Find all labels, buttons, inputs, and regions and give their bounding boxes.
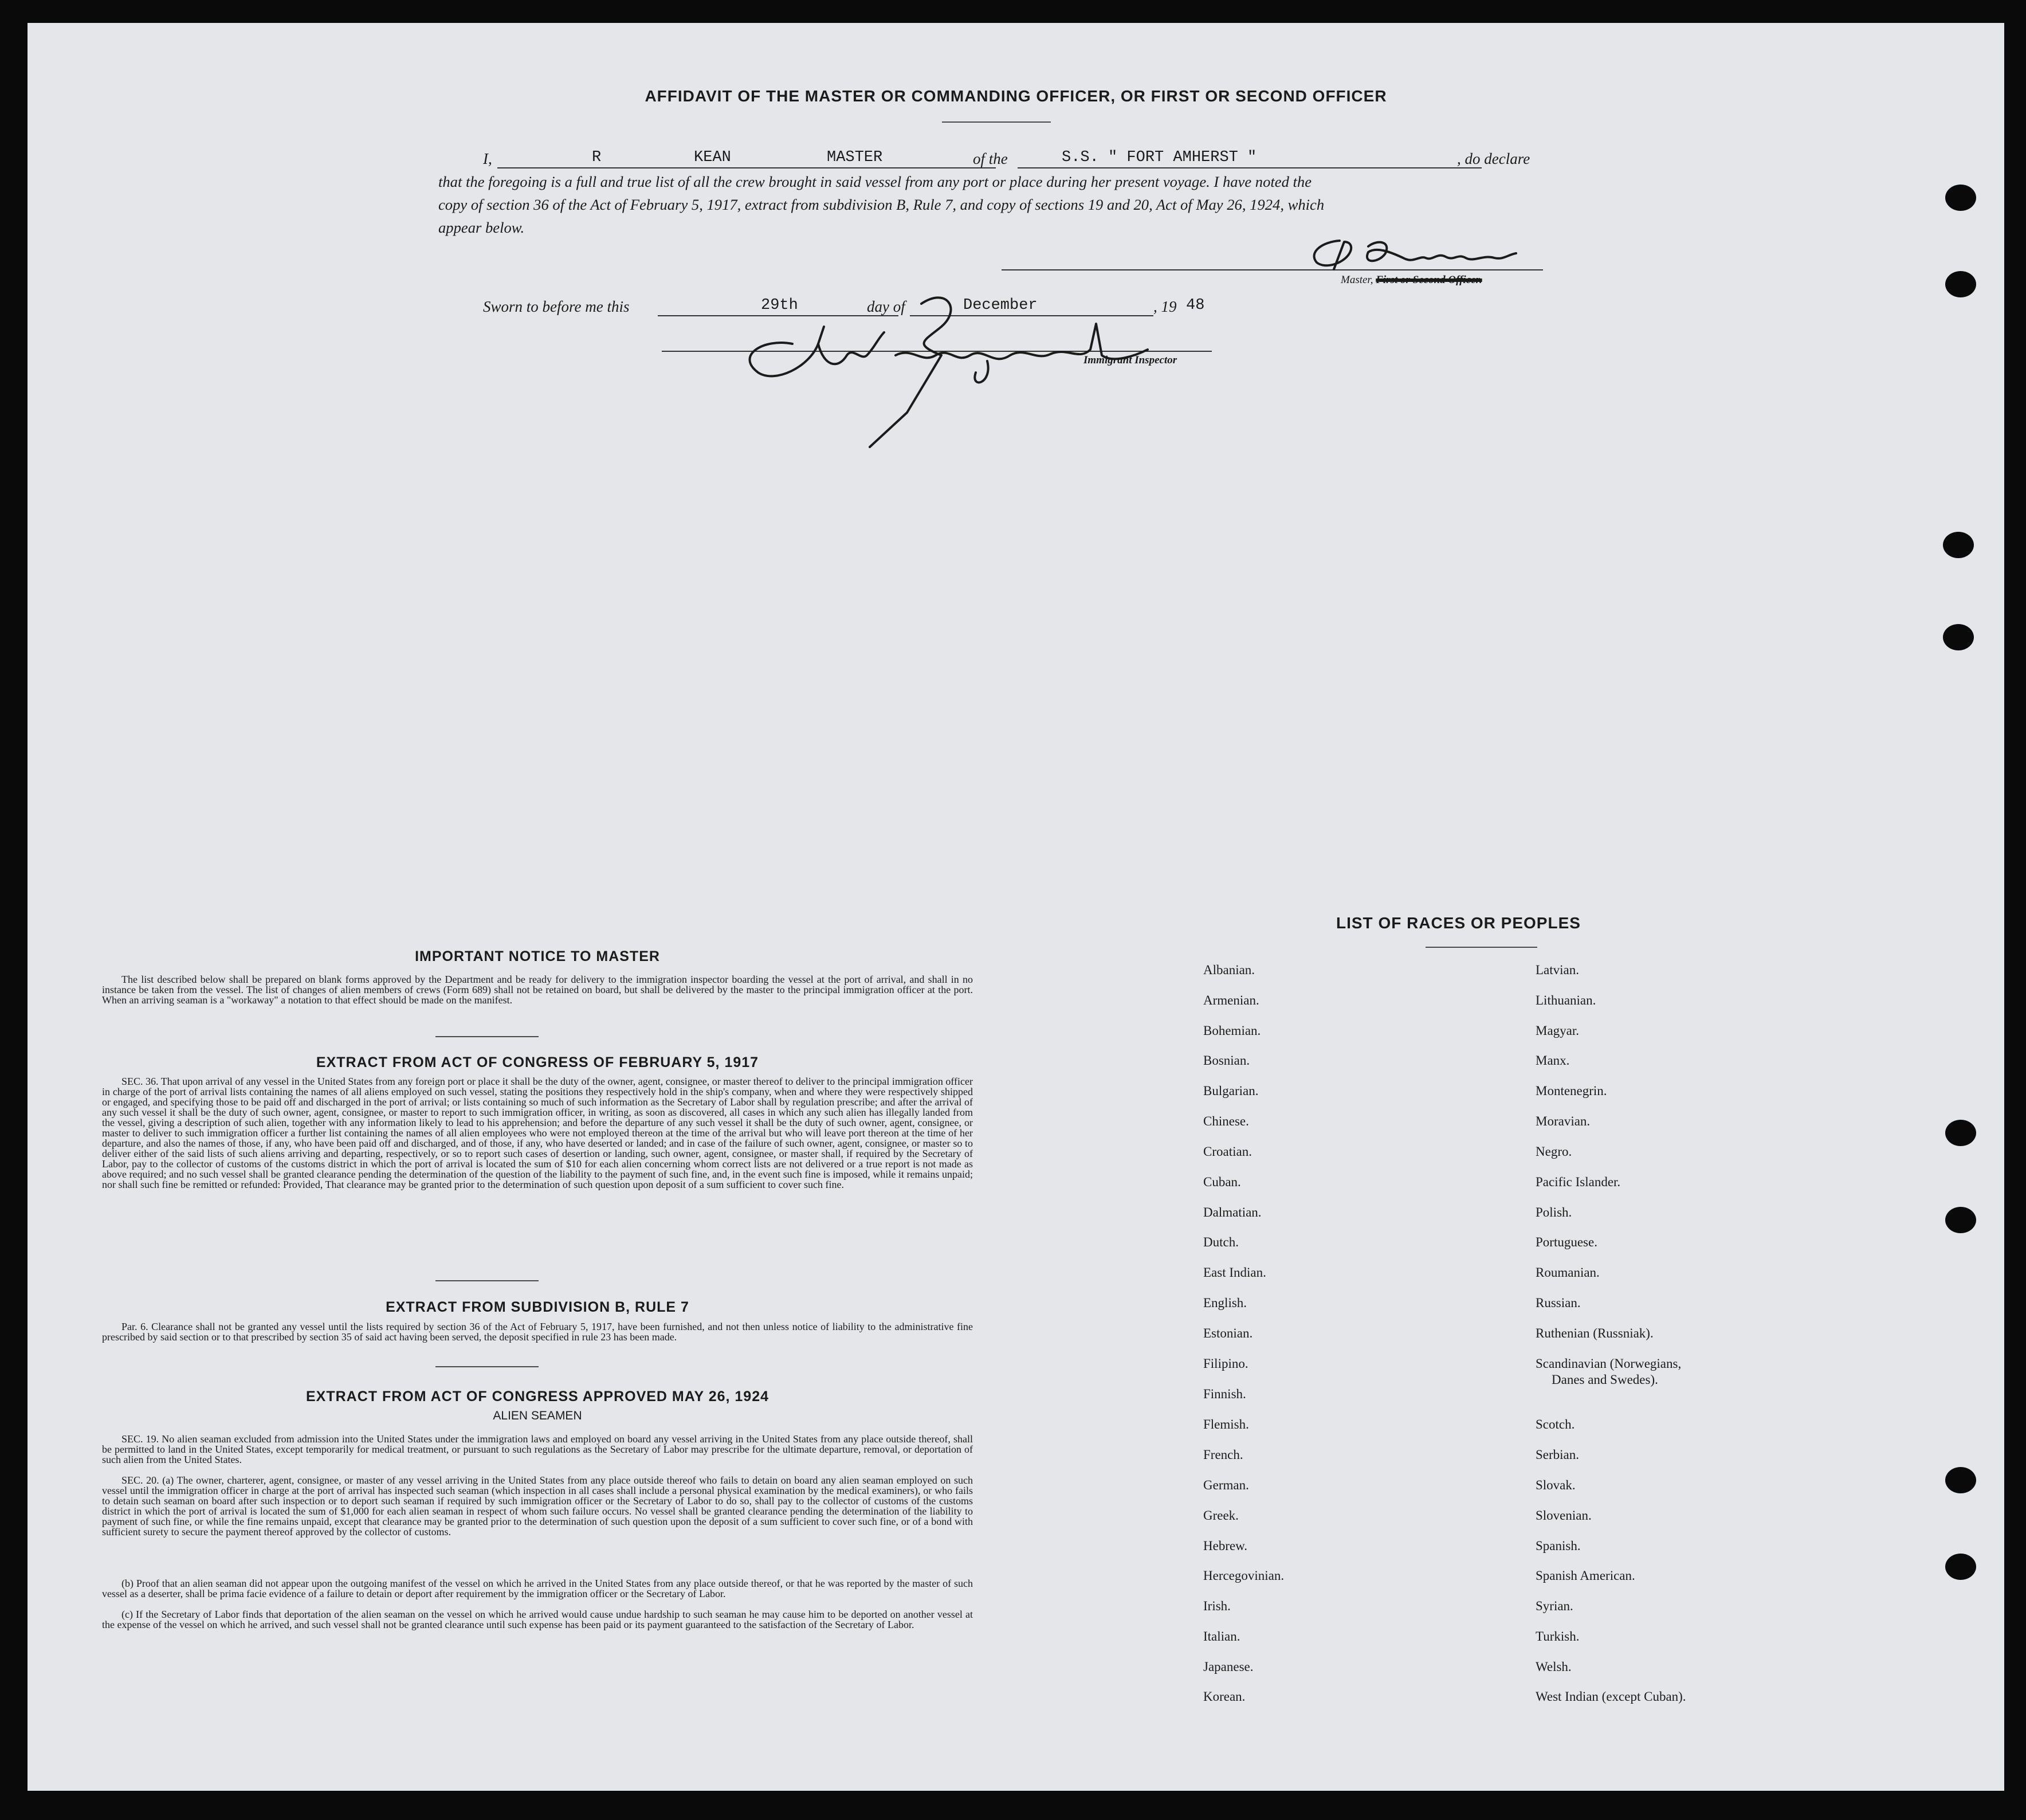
race-item: Greek. [1203, 1508, 1239, 1523]
day-of-label: day of [867, 298, 905, 315]
race-item: Flemish. [1203, 1417, 1249, 1431]
race-item: Dutch. [1203, 1235, 1239, 1249]
vessel-name: S.S. " FORT AMHERST " [1062, 149, 1257, 166]
of-the-label: of the [973, 150, 1008, 167]
extract-1917-title: EXTRACT FROM ACT OF CONGRESS OF FEBRUARY 5, 1917 [316, 1054, 759, 1070]
race-item: Italian. [1203, 1629, 1240, 1644]
race-item: Danes and Swedes). [1552, 1372, 1658, 1387]
race-item: Albanian. [1203, 963, 1255, 977]
extract-1917-body [102, 1076, 973, 1190]
inspector-caption: Immigrant Inspector [1083, 354, 1177, 366]
race-item: Slovak. [1536, 1478, 1576, 1492]
race-item: Finnish. [1203, 1387, 1246, 1401]
race-item: Dalmatian. [1203, 1205, 1262, 1219]
sworn-month: December [963, 297, 1038, 314]
race-item: Welsh. [1536, 1660, 1572, 1674]
sec19-text: SEC. 19. No alien seaman excluded from admission into the United States under the immigration laws and employed on board any vessel arriving in the United States from any place outside thereof, shall be permitted to land in the United States, except temporarily for medical treatment, or pursuant to such regulations as the Secretary of Labor may prescribe for the ultimate departure, removal, or deportation of such alien from the United States. [102, 1433, 973, 1465]
sworn-year-suffix: 48 [1186, 297, 1205, 314]
affidavit-body-line: appear below. [438, 219, 525, 236]
race-item: Ruthenian (Russniak). [1536, 1326, 1654, 1340]
year-prefix: , 19 [1153, 298, 1177, 315]
punch-hole [1945, 1120, 1976, 1146]
punch-hole [1945, 1554, 1976, 1580]
notice-title: IMPORTANT NOTICE TO MASTER [415, 948, 660, 964]
race-item: Syrian. [1536, 1599, 1573, 1613]
race-item: Moravian. [1536, 1114, 1591, 1128]
race-item: Spanish. [1536, 1539, 1581, 1553]
i-label: I, [483, 150, 492, 167]
race-item: Japanese. [1203, 1660, 1254, 1674]
race-item: English. [1203, 1296, 1247, 1310]
race-item: Chinese. [1203, 1114, 1249, 1128]
race-item: West Indian (except Cuban). [1536, 1689, 1686, 1704]
race-item: Pacific Islander. [1536, 1175, 1621, 1189]
race-item: French. [1203, 1448, 1243, 1462]
sec20a-text: SEC. 20. (a) The owner, charterer, agent, consignee, or master of any vessel arriving in the United States from any place outside thereof who fails to detain on board any alien seaman employed on such vessel until the immigration officer in charge at the port of arrival has inspected such seaman (which inspection in all cases shall include a personal physical examination by the medical examiners), or who fails to detain such seaman on board after such inspection or to deport such seaman if required by such immigration officer or the Secretary of Labor to do so, shall pay to the collector of customs of the customs district in which the port of arrival is located the sum of $1,000 for each alien seaman in respect of whom such failure occurs. No vessel shall be granted clearance pending the determination of the liability to payment of such fine, or while the fine remains unpaid, except that clearance may be granted prior to the determination of such question upon the deposit of a sum sufficient to cover such fine, or of a bond with sufficient surety to secure the payment thereof approved by the collector of customs. [102, 1474, 973, 1537]
race-item: Negro. [1536, 1144, 1572, 1159]
sec20c-body [102, 1609, 973, 1630]
extract-1924-subtitle: ALIEN SEAMEN [493, 1409, 582, 1422]
affidavit-title: AFFIDAVIT OF THE MASTER OR COMMANDING OFFICER, OR FIRST OR SECOND OFFICER [645, 87, 1387, 105]
master-initial: R [592, 149, 602, 166]
race-item: Cuban. [1203, 1175, 1241, 1189]
race-item: Bulgarian. [1203, 1084, 1259, 1098]
extract-1924-title: EXTRACT FROM ACT OF CONGRESS APPROVED MAY 26, 1924 [305, 1388, 769, 1405]
sworn-label: Sworn to before me this [483, 298, 630, 315]
race-item: Latvian. [1536, 963, 1579, 977]
race-item: Scandinavian (Norwegians, [1536, 1356, 1682, 1371]
name-line [497, 167, 996, 168]
race-item: Russian. [1536, 1296, 1581, 1310]
race-item: Roumanian. [1536, 1265, 1600, 1280]
race-item: Polish. [1536, 1205, 1572, 1219]
section-divider [435, 1280, 539, 1281]
sec20b-body [102, 1578, 973, 1599]
extract-rule7-body [102, 1321, 973, 1342]
master-caption [1341, 274, 1482, 287]
master-signature [1299, 229, 1517, 275]
race-item: Scotch. [1536, 1417, 1575, 1431]
race-item: German. [1203, 1478, 1249, 1492]
races-title-rule [1426, 947, 1537, 948]
races-title: LIST OF RACES OR PEOPLES [1336, 914, 1581, 932]
master-caption-label: Master, [1341, 274, 1373, 286]
sworn-day: 29th [761, 297, 798, 314]
race-item: Irish. [1203, 1599, 1231, 1613]
affidavit-body-line: that the foregoing is a full and true list of all the crew brought in said vessel from any port or place during her present voyage. I have noted the [438, 173, 1312, 190]
struck-officer-caption: First or Second Officer. [1376, 274, 1482, 286]
extract-rule7-title: EXTRACT FROM SUBDIVISION B, RULE 7 [386, 1299, 689, 1315]
race-item: Spanish American. [1536, 1568, 1635, 1583]
sec20c-text: (c) If the Secretary of Labor finds that deportation of the alien seaman on the vessel on which he arrived would cause undue hardship to such seaman he may cause him to be deported on another vessel at the expense of the vessel on which he arrived, and such vessel shall not be granted clearance until such expense has been paid or its payment guaranteed to the satisfaction of the Secretary of Labor. [102, 1609, 973, 1630]
race-item: Estonian. [1203, 1326, 1253, 1340]
sec20b-text: (b) Proof that an alien seaman did not appear upon the outgoing manifest of the vessel on which he arrived in the United States from any place outside thereof, or that he was reported by the master of such vessel as a deserter, shall be prima facie evidence of a failure to detain or deport after requirement by the immigration officer or the Secretary of Labor. [102, 1578, 973, 1599]
extract-rule7-text: Par. 6. Clearance shall not be granted any vessel until the lists required by section 36 of the Act of February 5, 1917, have been furnished, and not then unless notice of liability to the administrative fine prescribed by said section or to that prescribed by section 35 of said act having been served, the deposit specified in rule 23 has been made. [102, 1321, 973, 1343]
section-divider [435, 1366, 539, 1367]
race-item: Bosnian. [1203, 1053, 1250, 1068]
race-item: Filipino. [1203, 1356, 1248, 1371]
race-item: Slovenian. [1536, 1508, 1592, 1523]
do-declare-label: , do declare [1457, 150, 1530, 167]
punch-hole [1945, 1207, 1976, 1233]
vessel-line [1018, 167, 1482, 168]
notice-text: The list described below shall be prepared on blank forms approved by the Department and be ready for delivery to the immigration inspector boarding the vessel at the port of arrival, and shall in no instance be taken from the vessel. The list of changes of alien members of crews (Form 689) shall not be retained on board, but shall be delivered by the master to the principal immigration officer at the port. When an arriving seaman is a "workaway" a notation to that effect should be made on the manifest. [102, 974, 973, 1006]
race-item: Serbian. [1536, 1448, 1580, 1462]
document-sheet [28, 23, 2004, 1791]
punch-hole [1945, 185, 1976, 211]
race-item: Manx. [1536, 1053, 1570, 1068]
race-item: Lithuanian. [1536, 993, 1596, 1007]
race-item: Hercegovinian. [1203, 1568, 1285, 1583]
master-surname: KEAN [694, 149, 731, 166]
race-item: Montenegrin. [1536, 1084, 1607, 1098]
section-divider [435, 1036, 539, 1037]
race-item: Magyar. [1536, 1023, 1580, 1038]
race-item: Korean. [1203, 1689, 1246, 1704]
race-item: Croatian. [1203, 1144, 1252, 1159]
race-item: East Indian. [1203, 1265, 1266, 1280]
affidavit-body-line: copy of section 36 of the Act of February 5, 1917, extract from subdivision B, Rule 7, and copy of sections 19 and 20, Act of May 26, 1924, which [438, 196, 1325, 213]
punch-hole [1945, 1467, 1976, 1493]
sec20a-body [102, 1475, 973, 1537]
race-item: Armenian. [1203, 993, 1259, 1007]
master-rank: MASTER [827, 149, 883, 166]
sec19-body [102, 1434, 973, 1465]
notice-body [102, 974, 973, 1005]
punch-hole [1943, 532, 1974, 558]
race-item: Portuguese. [1536, 1235, 1597, 1249]
punch-hole [1943, 624, 1974, 650]
race-item: Turkish. [1536, 1629, 1580, 1644]
title-rule [942, 121, 1051, 123]
race-item: Bohemian. [1203, 1023, 1261, 1038]
punch-hole [1945, 271, 1976, 297]
extract-1917-text: SEC. 36. That upon arrival of any vessel in the United States from any foreign port or place it shall be the duty of the owner, agent, consignee, or master thereof to deliver to the principal immigration officer in charge of the port of arrival lists containing the names of all aliens employed on such vessel, stating the positions they respectively hold in the ship's company, when and where they were respectively shipped or engaged, and specifying those to be paid off and discharged in the port of arrival; or lists containing so much of such information as the Secretary of Labor shall by regulation prescribe; and after the arrival of any such vessel it shall be the duty of such owner, agent, consignee, or master to report to such immigration officer, in writing, as soon as discovered, all cases in which any such alien has illegally landed from the vessel, giving a description of such alien, together with any information likely to lead to his apprehension; and before the departure of any such vessel it shall be the duty of such owner, agent, consignee, or master to deliver to such immigration officer a further list containing the names of all alien employees who were not employed thereon at the time of the arrival but who will leave port thereon at the time of her departure, and also the names of those, if any, who have been paid off and discharged, and of those, if any, who have deserted or landed; and in case of the failure of such owner, agent, consignee, or master so to deliver either of the said lists of such aliens arriving and departing, respectively, or so to report such cases of desertion or landing, such owner, agent, consignee, or master shall, if required by the Secretary of Labor, pay to the collector of customs of the customs district in which the port of arrival is located the sum of $10 for each alien concerning whom correct lists are not delivered or a true report is not made as above required; and no such vessel shall be granted clearance pending the determination of the question of the liability to the payment of such fine, and, in the event such fine is imposed, while it remains unpaid; nor shall such fine be remitted or refunded: Provided, That clearance may be granted prior to the determination of such question upon deposit of a sum sufficient to cover such fine. [102, 1076, 973, 1190]
race-item: Hebrew. [1203, 1539, 1248, 1553]
